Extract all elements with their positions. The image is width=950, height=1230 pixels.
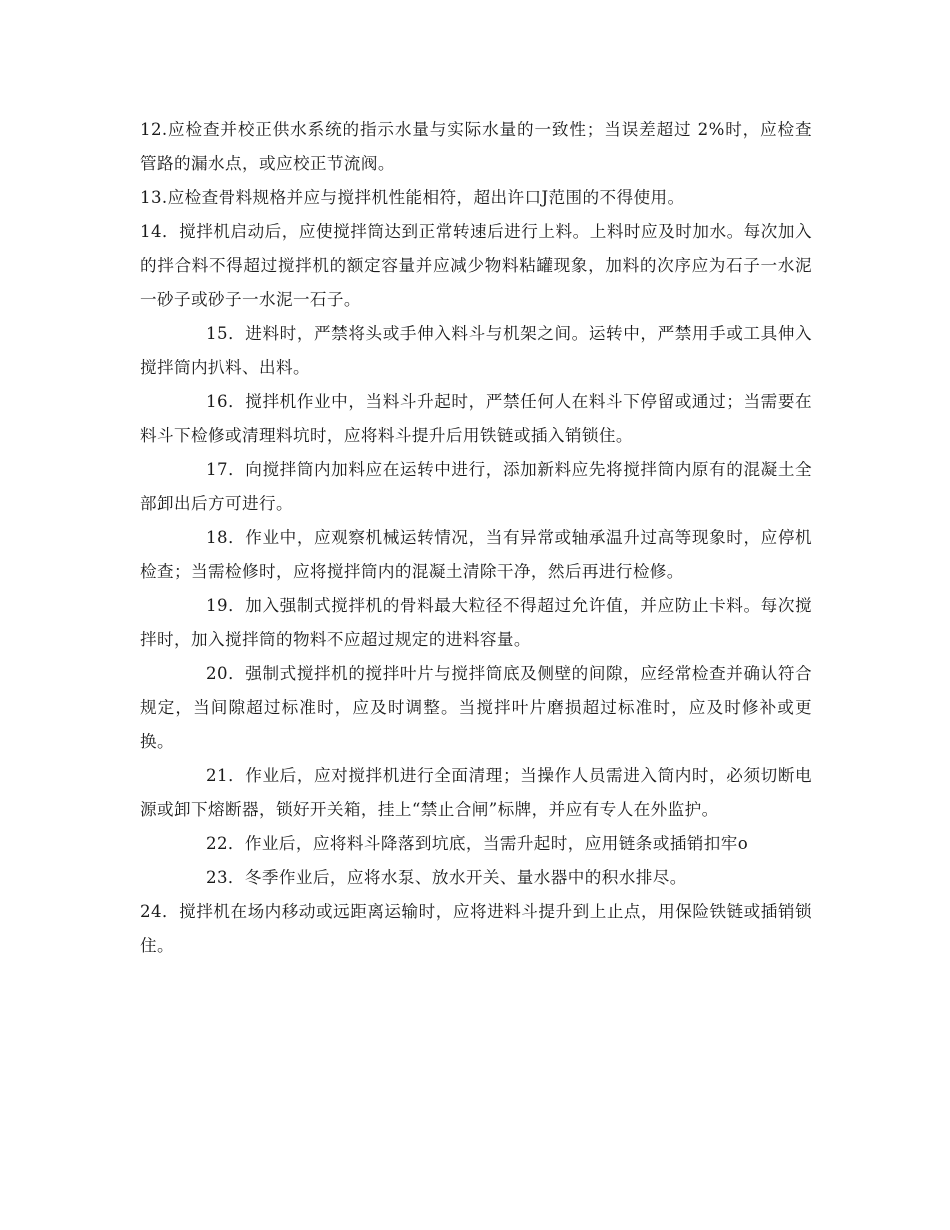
- paragraph-22: 22．作业后，应将料斗降落到坑底，当需升起时，应用链条或插销扣牢o: [206, 834, 749, 853]
- paragraph-24: 24．搅拌机在场内移动或远距离运输时，应将进料斗提升到上止点，用保险铁链或插销锁住。: [140, 902, 812, 955]
- paragraph-12: 12.应检查并校正供水系统的指示水量与实际水量的一致性；当误差超过 2%时，应检查管路的漏水点，或应校正节流阀。: [140, 120, 812, 173]
- paragraph-20: 20．强制式搅拌机的搅拌叶片与搅拌筒底及侧壁的间隙，应经常检查并确认符合规定，当间隙超过标准时，应及时调整。当搅拌叶片磨损超过标准时，应及时修补或更换。: [140, 664, 812, 751]
- paragraph-18: 18．作业中，应观察机械运转情况，当有异常或轴承温升过高等现象时，应停机检查；当需检修时，应将搅拌筒内的混凝土清除干净，然后再进行检修。: [140, 528, 812, 581]
- paragraph-17: 17．向搅拌筒内加料应在运转中进行，添加新料应先将搅拌筒内原有的混凝土全部卸出后方可进行。: [140, 460, 812, 513]
- paragraph-14: 14．搅拌机启动后，应使搅拌筒达到正常转速后进行上料。上料时应及时加水。每次加入的拌合料不得超过搅拌机的额定容量并应减少物料粘罐现象，加料的次序应为石子一水泥一砂子或砂子一水泥一石子。: [140, 222, 812, 309]
- paragraph-16: 16．搅拌机作业中，当料斗升起时，严禁任何人在料斗下停留或通过；当需要在料斗下检修或清理料坑时，应将料斗提升后用铁链或插入销锁住。: [140, 392, 812, 445]
- paragraph-13: 13.应检查骨料规格并应与搅拌机性能相符，超出许口J范围的不得使用。: [140, 188, 685, 207]
- paragraph-21: 21．作业后，应对搅拌机进行全面清理；当操作人员需进入筒内时，必须切断电源或卸下熔断器，锁好开关箱，挂上“禁止合闸”标牌，并应有专人在外监护。: [140, 766, 812, 819]
- paragraph-19: 19．加入强制式搅拌机的骨料最大粒径不得超过允许值，并应防止卡料。每次搅拌时，加入搅拌筒的物料不应超过规定的进料容量。: [140, 596, 812, 649]
- paragraph-23: 23．冬季作业后，应将水泵、放水开关、量水器中的积水排尽。: [206, 868, 687, 887]
- document-body: [140, 113, 812, 963]
- paragraph-15: 15．进料时，严禁将头或手伸入料斗与机架之间。运转中，严禁用手或工具伸入搅拌筒内扒料、出料。: [140, 324, 812, 377]
